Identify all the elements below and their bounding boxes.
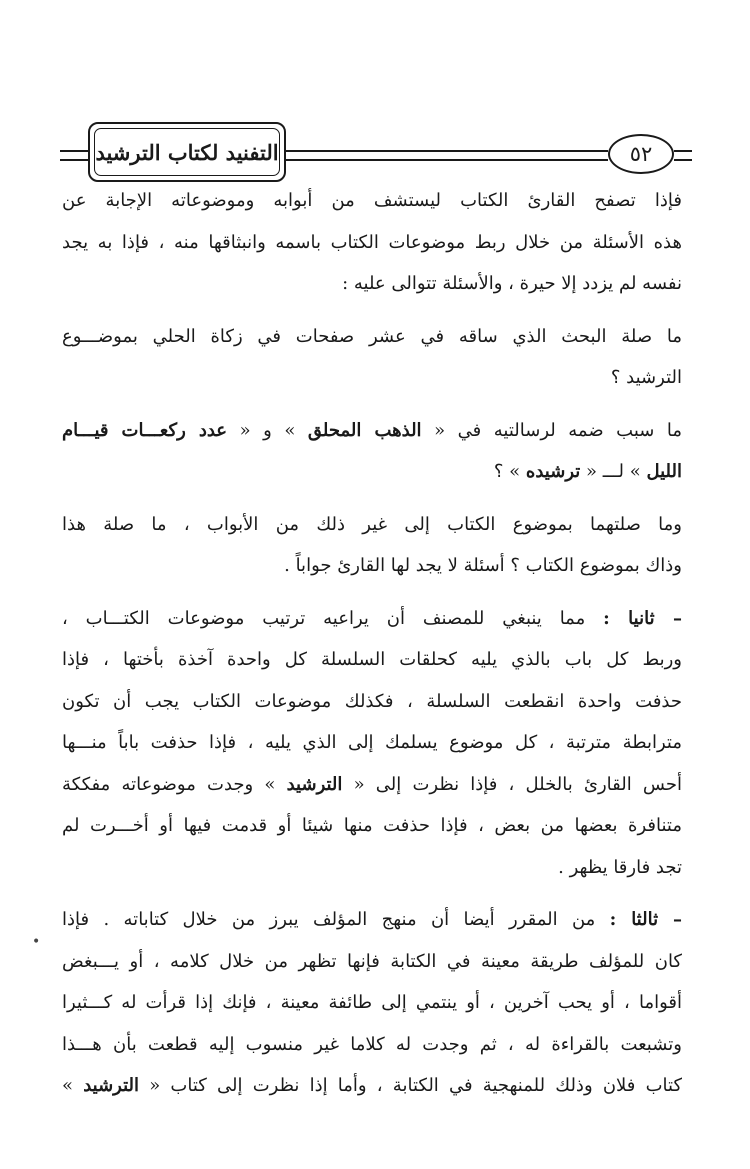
- text-line: مترابطة مترتبة ، كل موضوع يسلمك إلى الذي يليه ، فإذا حذفت باباً منـــها: [62, 732, 682, 753]
- book-title-bold: الليل: [646, 461, 682, 482]
- text-run: كتاب فلان وذلك للمنهجية في الكتابة ، وأما إذا نظرت إلى كتاب «: [139, 1075, 682, 1096]
- section-lead: – ثالثا :: [609, 909, 682, 930]
- text-line: هذه الأسئلة من خلال ربط موضوعات الكتاب باسمه وانبثاقها منه ، فإذا به يجد: [62, 231, 682, 253]
- text-run: » وجدت موضوعاته مفككة: [62, 773, 287, 795]
- text-line: [62, 410, 682, 452]
- text-line: [62, 764, 682, 806]
- running-title: التفنيد لكتاب الترشيد: [95, 139, 279, 165]
- text-line: متنافرة بعضها من بعض ، فإذا حذفت منها شيئا أو قدمت فيها أو أخـــرت لم: [62, 815, 682, 836]
- text-line: [62, 598, 682, 640]
- header-rule-middle: [286, 150, 608, 161]
- paragraph-1: [62, 180, 682, 305]
- header-rule-left: [60, 150, 88, 161]
- running-title-frame: [88, 122, 286, 182]
- text-run: ما سبب ضمه لرسالتيه في «: [421, 419, 682, 441]
- body-text: [62, 180, 682, 1107]
- text-run: مما ينبغي للمصنف أن يراعيه ترتيب موضوعات الكتـــاب ،: [62, 607, 604, 629]
- page-number: ٥٢: [629, 142, 653, 166]
- paragraph-6: [62, 899, 682, 1107]
- text-line: وما صلتهما بموضوع الكتاب إلى غير ذلك من الأبواب ، ما صلة هذا: [62, 513, 682, 535]
- paragraph-2: [62, 316, 682, 399]
- running-header: [60, 118, 692, 188]
- paragraph-4: [62, 504, 682, 587]
- book-title-bold: ترشيده: [525, 461, 581, 482]
- book-title-bold: عدد ركعـــات قيـــام: [62, 419, 228, 441]
- text-line: وتشبعت بالقراءة له ، ثم وجدت له كلاما غير منسوب إليه قطعت بأن هـــذا: [62, 1033, 682, 1055]
- text-line: وربط كل باب بالذي يليه كحلقات السلسلة كل واحدة آخذة بأختها ، فإذا: [62, 649, 682, 670]
- text-run: »: [62, 1075, 84, 1096]
- text-line: تجد فارقا يظهر .: [558, 856, 682, 878]
- text-run: أحس القارئ بالخلل ، فإذا نظرت إلى «: [342, 773, 682, 795]
- text-line: [62, 899, 682, 941]
- section-lead: – ثانيا :: [603, 607, 682, 629]
- text-line: كان للمؤلف طريقة معينة في الكتابة فإنها تظهر من خلال كلامه ، أو يـــبغض: [62, 950, 682, 972]
- header-rule-right: [674, 150, 692, 161]
- text-line: [62, 1065, 682, 1107]
- text-line: وذاك بموضوع الكتاب ؟ أسئلة لا يجد لها القارئ جواباً .: [284, 555, 682, 576]
- text-run: » ؟: [493, 461, 526, 482]
- page-number-oval: [608, 134, 674, 174]
- text-line: فإذا تصفح القارئ الكتاب ليستشف من أبوابه وموضوعاته الإجابة عن: [62, 190, 682, 211]
- text-run: » لـــ «: [580, 461, 647, 482]
- paragraph-5: [62, 598, 682, 889]
- paragraph-3: [62, 410, 682, 493]
- text-line: أقواما ، أو يحب آخرين ، أو ينتمي إلى طائفة معينة ، فإنك إذا قرأت له كـــثيرا: [62, 992, 682, 1013]
- margin-mark: •: [32, 934, 41, 950]
- text-run: من المقرر أيضا أن منهج المؤلف يبرز من خلال كتاباته . فإذا: [62, 909, 610, 930]
- text-line: [62, 451, 682, 493]
- text-line: ما صلة البحث الذي ساقه في عشر صفحات في زكاة الحلي بموضـــوع: [62, 325, 682, 347]
- book-title-bold: الترشيد: [83, 1075, 140, 1096]
- running-title-inner-frame: [94, 128, 280, 176]
- text-line: الترشيد ؟: [610, 367, 682, 388]
- text-line: حذفت واحدة انقطعت السلسلة ، فكذلك موضوعات الكتاب يجب أن تكون: [62, 690, 682, 712]
- book-title-bold: الذهب المحلق: [307, 419, 422, 441]
- text-run: » و «: [227, 419, 308, 441]
- book-title-bold: الترشيد: [286, 773, 343, 795]
- text-line: نفسه لم يزدد إلا حيرة ، والأسئلة تتوالى عليه :: [342, 273, 682, 294]
